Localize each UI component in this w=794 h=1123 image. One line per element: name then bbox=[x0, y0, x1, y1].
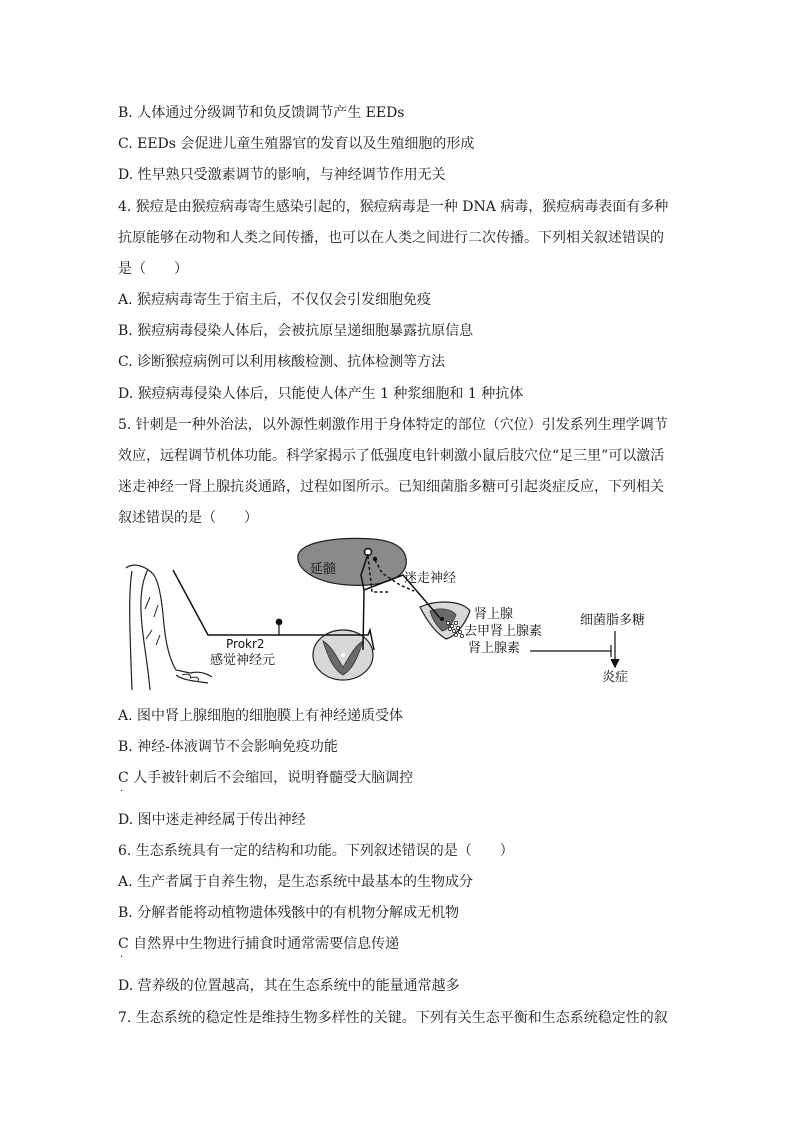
option-4d: D. 猴痘病毒侵染人体后，只能使人体产生 1 种浆细胞和 1 种抗体 bbox=[118, 386, 524, 402]
question-6-stem: 6. 生态系统具有一定的结构和功能。下列叙述错误的是（ ） bbox=[118, 843, 514, 859]
option-4a: A. 猴痘病毒寄生于宿主后，不仅仅会引发细胞免疫 bbox=[118, 292, 432, 308]
option-3c: C. EEDs 会促进儿童生殖器官的发育以及生殖细胞的形成 bbox=[118, 136, 475, 152]
option-5b: B. 神经-体液调节不会影响免疫功能 bbox=[118, 739, 338, 755]
option-5c-dot: · bbox=[120, 786, 124, 797]
epinephrine-label: 肾上腺素 bbox=[468, 641, 521, 656]
acupuncture-pathway-figure bbox=[118, 535, 678, 695]
option-6b: B. 分解者能将动植物遗体残骸中的有机物分解成无机物 bbox=[118, 905, 460, 921]
norepinephrine-label: 去甲肾上腺素 bbox=[464, 624, 543, 639]
option-6d: D. 营养级的位置越高，其在生态系统中的能量通常越多 bbox=[118, 978, 460, 994]
sensory-neuron-label: 感觉神经元 bbox=[210, 653, 276, 668]
question-5-stem-2: 效应，远程调节机体功能。科学家揭示了低强度电针刺激小鼠后肢穴位“足三里”可以激活 bbox=[118, 448, 665, 464]
question-7-stem: 7. 生态系统的稳定性是维持生物多样性的关键。下列有关生态平衡和生态系统稳定性的叙 bbox=[118, 1010, 668, 1026]
spinal-cord-drawing bbox=[313, 630, 373, 680]
question-5-stem-4: 叙述错误的是（ ） bbox=[118, 510, 258, 526]
prokr2-label: Prokr2 bbox=[226, 637, 265, 651]
lps-label: 细菌脂多糖 bbox=[580, 613, 646, 628]
option-3d: D. 性早熟只受激素调节的影响，与神经调节作用无关 bbox=[118, 167, 446, 183]
hindlimb-drawing bbox=[126, 565, 212, 690]
question-5-stem-3: 迷走神经一肾上腺抗炎通路，过程如图所示。已知细菌脂多糖可引起炎症反应，下列相关 bbox=[118, 479, 664, 495]
adrenal-gland-drawing bbox=[420, 602, 470, 639]
vagus-nerve-label: 迷走神经 bbox=[404, 571, 457, 586]
option-5a: A. 图中肾上腺细胞的细胞膜上有神经递质受体 bbox=[118, 708, 404, 724]
option-5d: D. 图中迷走神经属于传出神经 bbox=[118, 812, 306, 828]
adrenal-gland-label: 肾上腺 bbox=[474, 607, 514, 622]
option-3b: B. 人体通过分级调节和负反馈调节产生 EEDs bbox=[118, 105, 405, 121]
question-5-stem-1: 5. 针刺是一种外治法，以外源性刺激作用于身体特定的部位（穴位）引发系列生理学调节 bbox=[118, 417, 668, 433]
inflammation-label: 炎症 bbox=[602, 670, 629, 685]
option-6c: C 自然界中生物进行捕食时通常需要信息传递 bbox=[118, 936, 400, 952]
question-4-stem-3: 是（ ） bbox=[118, 261, 188, 277]
inhibition-arrows bbox=[530, 631, 619, 667]
option-5c: C 人手被针刺后不会缩回，说明脊髓受大脑调控 bbox=[118, 770, 414, 786]
option-6c-dot: · bbox=[120, 952, 124, 963]
medulla-label: 延髓 bbox=[310, 562, 337, 577]
question-4-stem-1: 4. 猴痘是由猴痘病毒寄生感染引起的，猴痘病毒是一种 DNA 病毒，猴痘病毒表面有多种 bbox=[118, 199, 669, 215]
question-4-stem-2: 抗原能够在动物和人类之间传播，也可以在人类之间进行二次传播。下列相关叙述错误的 bbox=[118, 230, 664, 246]
option-6a: A. 生产者属于自养生物，是生态系统中最基本的生物成分 bbox=[118, 874, 474, 890]
option-4c: C. 诊断猴痘病例可以利用核酸检测、抗体检测等方法 bbox=[118, 354, 446, 370]
option-4b: B. 猴痘病毒侵染人体后，会被抗原呈递细胞暴露抗原信息 bbox=[118, 323, 474, 339]
